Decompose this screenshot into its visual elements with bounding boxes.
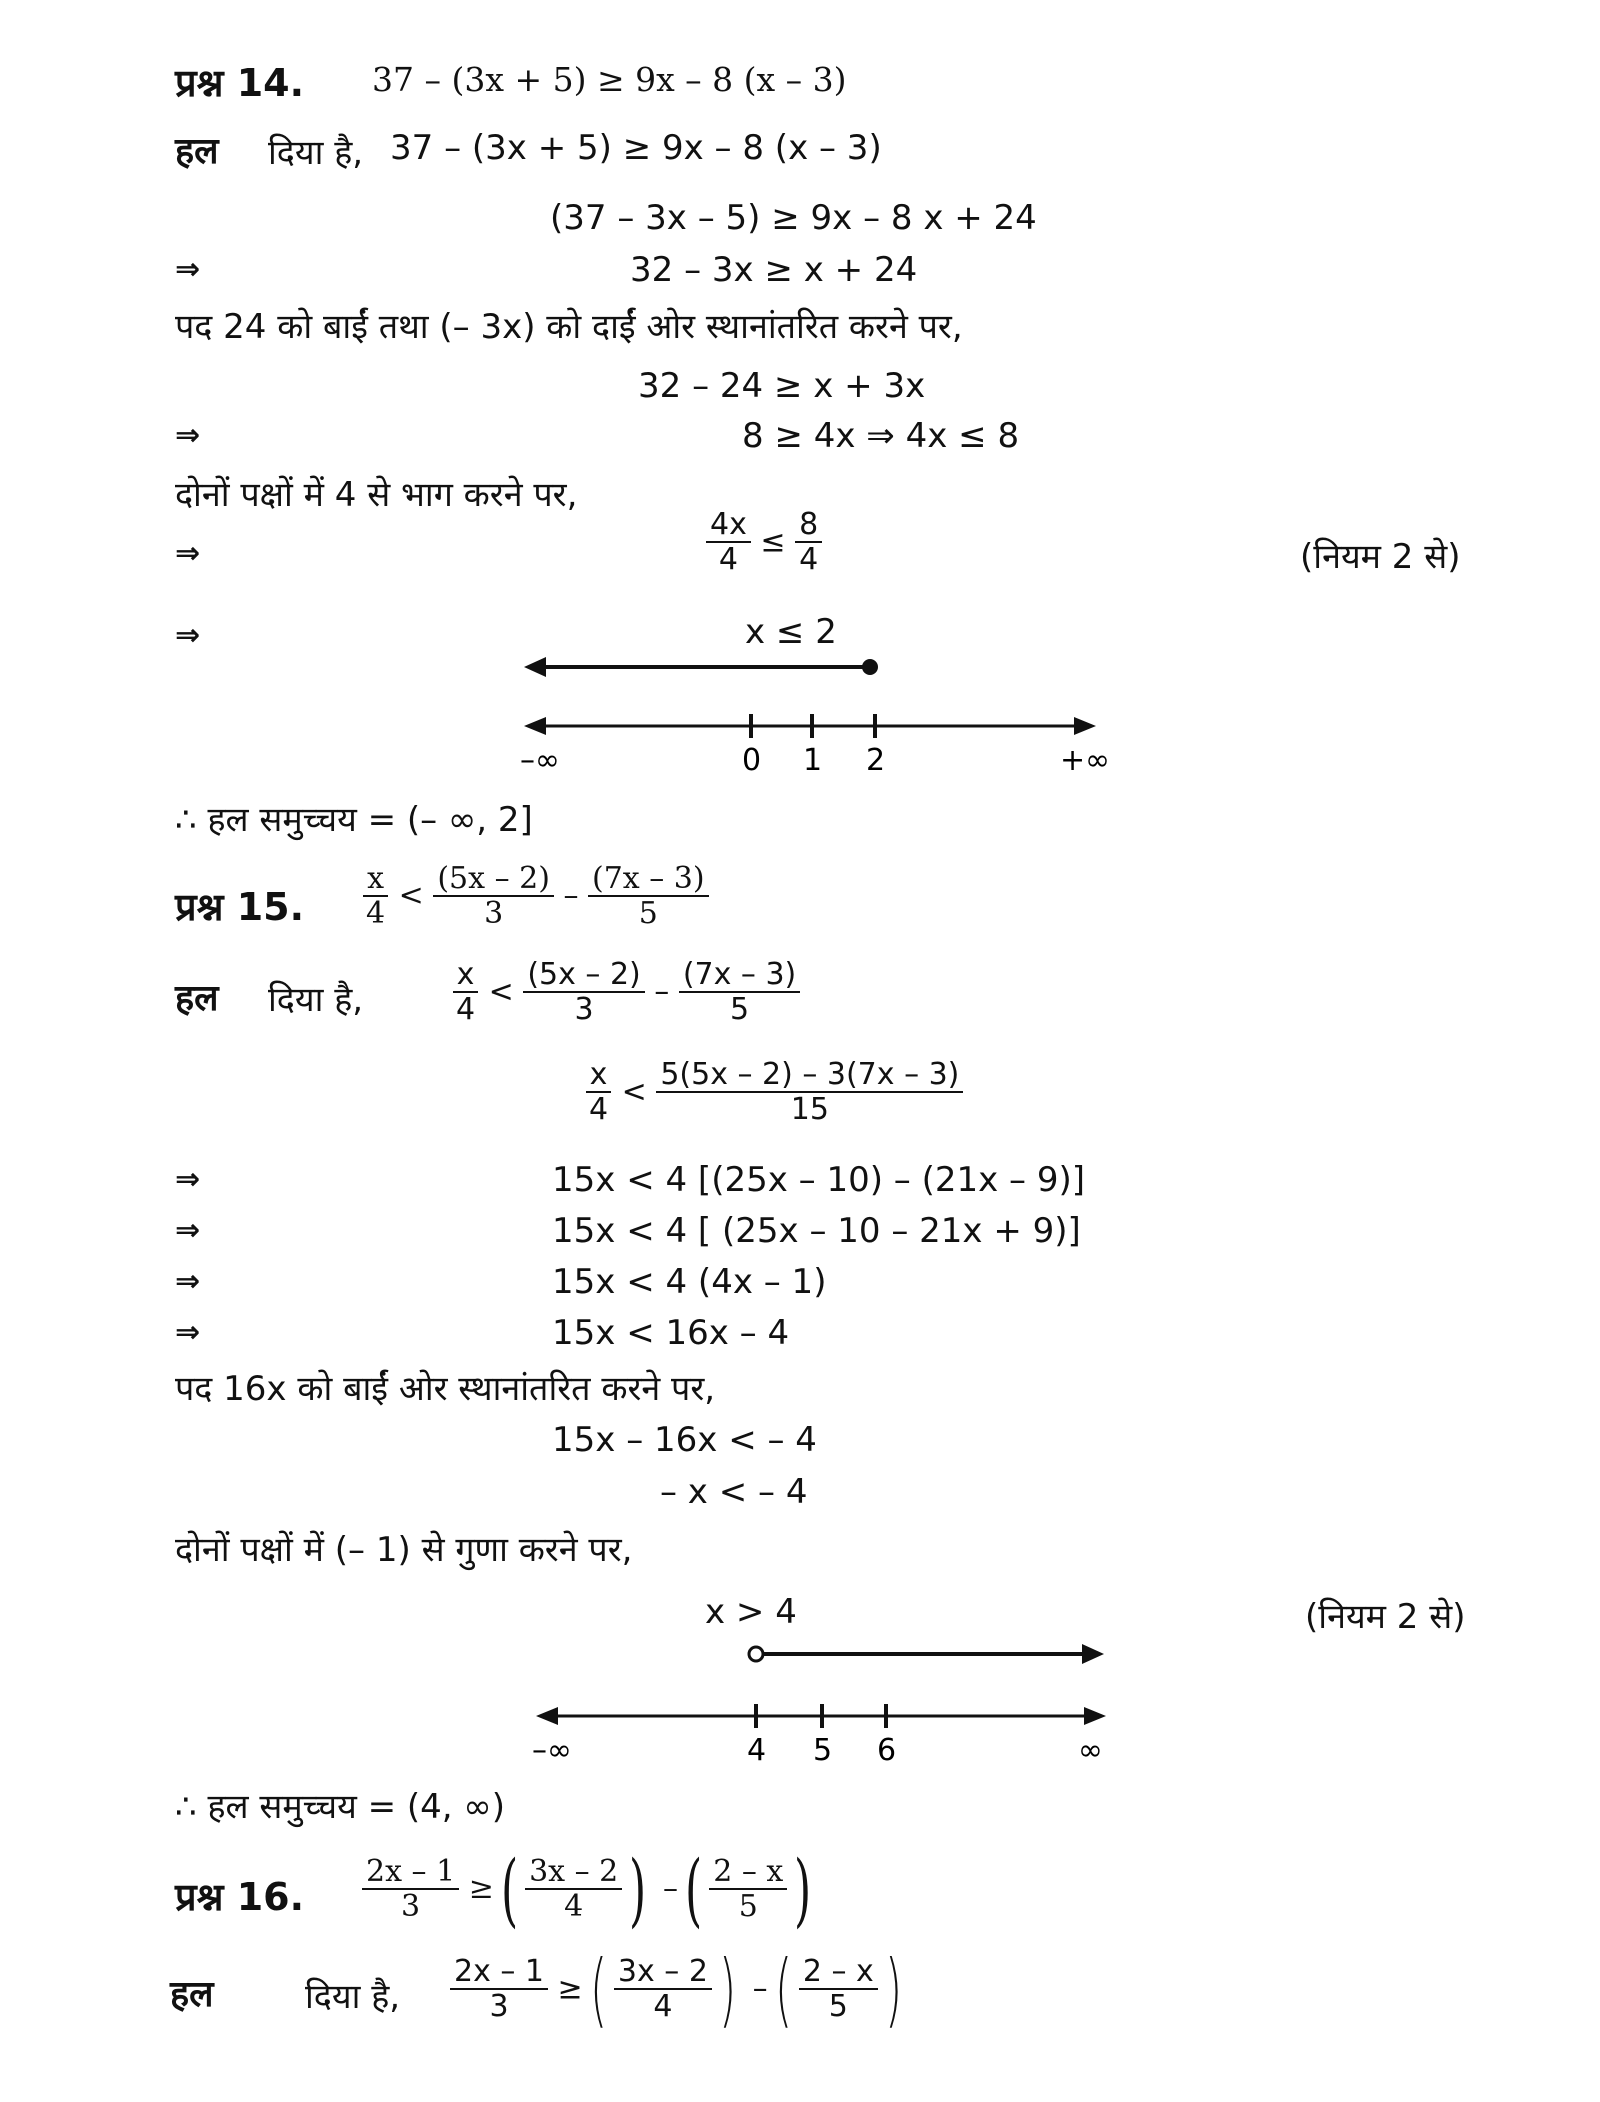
implies-arrow: ⇒ — [175, 1213, 201, 1248]
implies-arrow: ⇒ — [175, 1264, 201, 1299]
implies-arrow: ⇒ — [175, 1315, 201, 1350]
q14-title: प्रश्न 14. — [175, 61, 305, 105]
axis-arrowhead-left — [524, 717, 546, 735]
q15-number-line — [530, 1630, 1130, 1780]
axis-label: –∞ — [520, 743, 560, 778]
axis-label: 6 — [877, 1733, 897, 1768]
q16-title: प्रश्न 16. — [175, 1875, 305, 1919]
q15-title: प्रश्न 15. — [175, 885, 305, 929]
q14-step4: 8 ≥ 4x ⇒ 4x ≤ 8 — [742, 416, 1020, 456]
q15-given: $\frac{x}{4}$ < $\frac{(5x - 2)}{3}$ – $\frac{(7x - 3)}{5}$ — [452, 958, 800, 1028]
q16-given: $\frac{2x - 1}{3}$ ≥( $\frac{3x - 2}{4}$ ) –( $\frac{2 - x}{5}$ ) — [450, 1950, 909, 2030]
q15-given-prefix: दिया है, — [268, 980, 364, 1020]
axis-label: ∞ — [1078, 1733, 1103, 1768]
q14-note2: दोनों पक्षों में 4 से भाग करने पर, — [175, 475, 578, 515]
axis-label: 5 — [813, 1733, 833, 1768]
q15-step1: $\frac{x}{4}$ < $\frac{5(5x - 2) - 3(7x - 3)}{15}$ — [585, 1058, 963, 1128]
q16-question: $\frac{2x - 1}{3}$ ≥( $\frac{3x - 2}{4}$ ) –( $\frac{2 - x}{5}$ ) — [362, 1850, 819, 1930]
q14-question: 37 – (3x + 5) ≥ 9x – 8 (x – 3) — [372, 60, 847, 99]
ray-arrowhead-right — [1082, 1644, 1104, 1664]
axis-label: 1 — [803, 743, 823, 778]
q14-solution-set: ∴ हल समुच्चय = (– ∞, 2] — [175, 800, 533, 840]
q14-given: 37 – (3x + 5) ≥ 9x – 8 (x – 3) — [390, 128, 882, 168]
q15-hal: हल — [175, 978, 219, 1019]
q14-number-line — [520, 640, 1120, 780]
implies-arrow: ⇒ — [175, 1162, 201, 1197]
closed-dot — [862, 659, 878, 675]
q14-step3: 32 – 24 ≥ x + 3x — [638, 366, 926, 406]
q15-step3: 15x < 4 [ (25x – 10 – 21x + 9)] — [552, 1211, 1081, 1251]
ray-arrowhead-left — [524, 657, 546, 677]
q15-note1: पद 16x को बाईं ओर स्थानांतरित करने पर, — [175, 1369, 716, 1409]
q16-given-prefix: दिया है, — [305, 1977, 401, 2017]
q14-hal: हल — [175, 131, 219, 172]
open-dot — [749, 1647, 763, 1661]
q14-result: x ≤ 2 — [745, 612, 837, 652]
q15-rule: (नियम 2 से) — [1305, 1597, 1466, 1637]
q15-solution-set: ∴ हल समुच्चय = (4, ∞) — [175, 1787, 505, 1827]
q14-rule: (नियम 2 से) — [1300, 537, 1461, 577]
axis-label: 0 — [742, 743, 762, 778]
implies-arrow: ⇒ — [175, 418, 201, 453]
q15-step5: 15x < 16x – 4 — [552, 1313, 790, 1353]
axis-label: 2 — [866, 743, 886, 778]
axis-arrowhead-left — [536, 1707, 558, 1725]
q15-step7: – x < – 4 — [660, 1472, 808, 1512]
axis-label: 4 — [747, 1733, 767, 1768]
q15-question: $\frac{x}{4}$ < $\frac{(5x - 2)}{3}$ – $\frac{(7x - 3)}{5}$ — [362, 862, 709, 932]
q14-given-prefix: दिया है, — [268, 133, 364, 173]
implies-arrow: ⇒ — [175, 536, 201, 571]
q14-step2: 32 – 3x ≥ x + 24 — [630, 250, 918, 290]
q15-step4: 15x < 4 (4x – 1) — [552, 1262, 827, 1302]
q15-result: x > 4 — [705, 1592, 797, 1632]
q14-step1: (37 – 3x – 5) ≥ 9x – 8 x + 24 — [550, 198, 1037, 238]
axis-label: +∞ — [1060, 743, 1111, 778]
q15-step2: 15x < 4 [(25x – 10) – (21x – 9)] — [552, 1160, 1086, 1200]
axis-arrowhead-right — [1074, 717, 1096, 735]
axis-label: –∞ — [532, 1733, 572, 1768]
implies-arrow: ⇒ — [175, 252, 201, 287]
implies-arrow: ⇒ — [175, 618, 201, 653]
q15-note2: दोनों पक्षों में (– 1) से गुणा करने पर, — [175, 1530, 633, 1570]
q14-fraction-inequality: $\frac{4x}{4}$ ≤ $\frac{8}{4}$ — [706, 508, 822, 578]
q14-note1: पद 24 को बाईं तथा (– 3x) को दाईं ओर स्थानांतरित करने पर, — [175, 307, 963, 347]
axis-arrowhead-right — [1084, 1707, 1106, 1725]
q15-step6: 15x – 16x < – 4 — [552, 1420, 817, 1460]
q16-hal: हल — [170, 1974, 214, 2015]
